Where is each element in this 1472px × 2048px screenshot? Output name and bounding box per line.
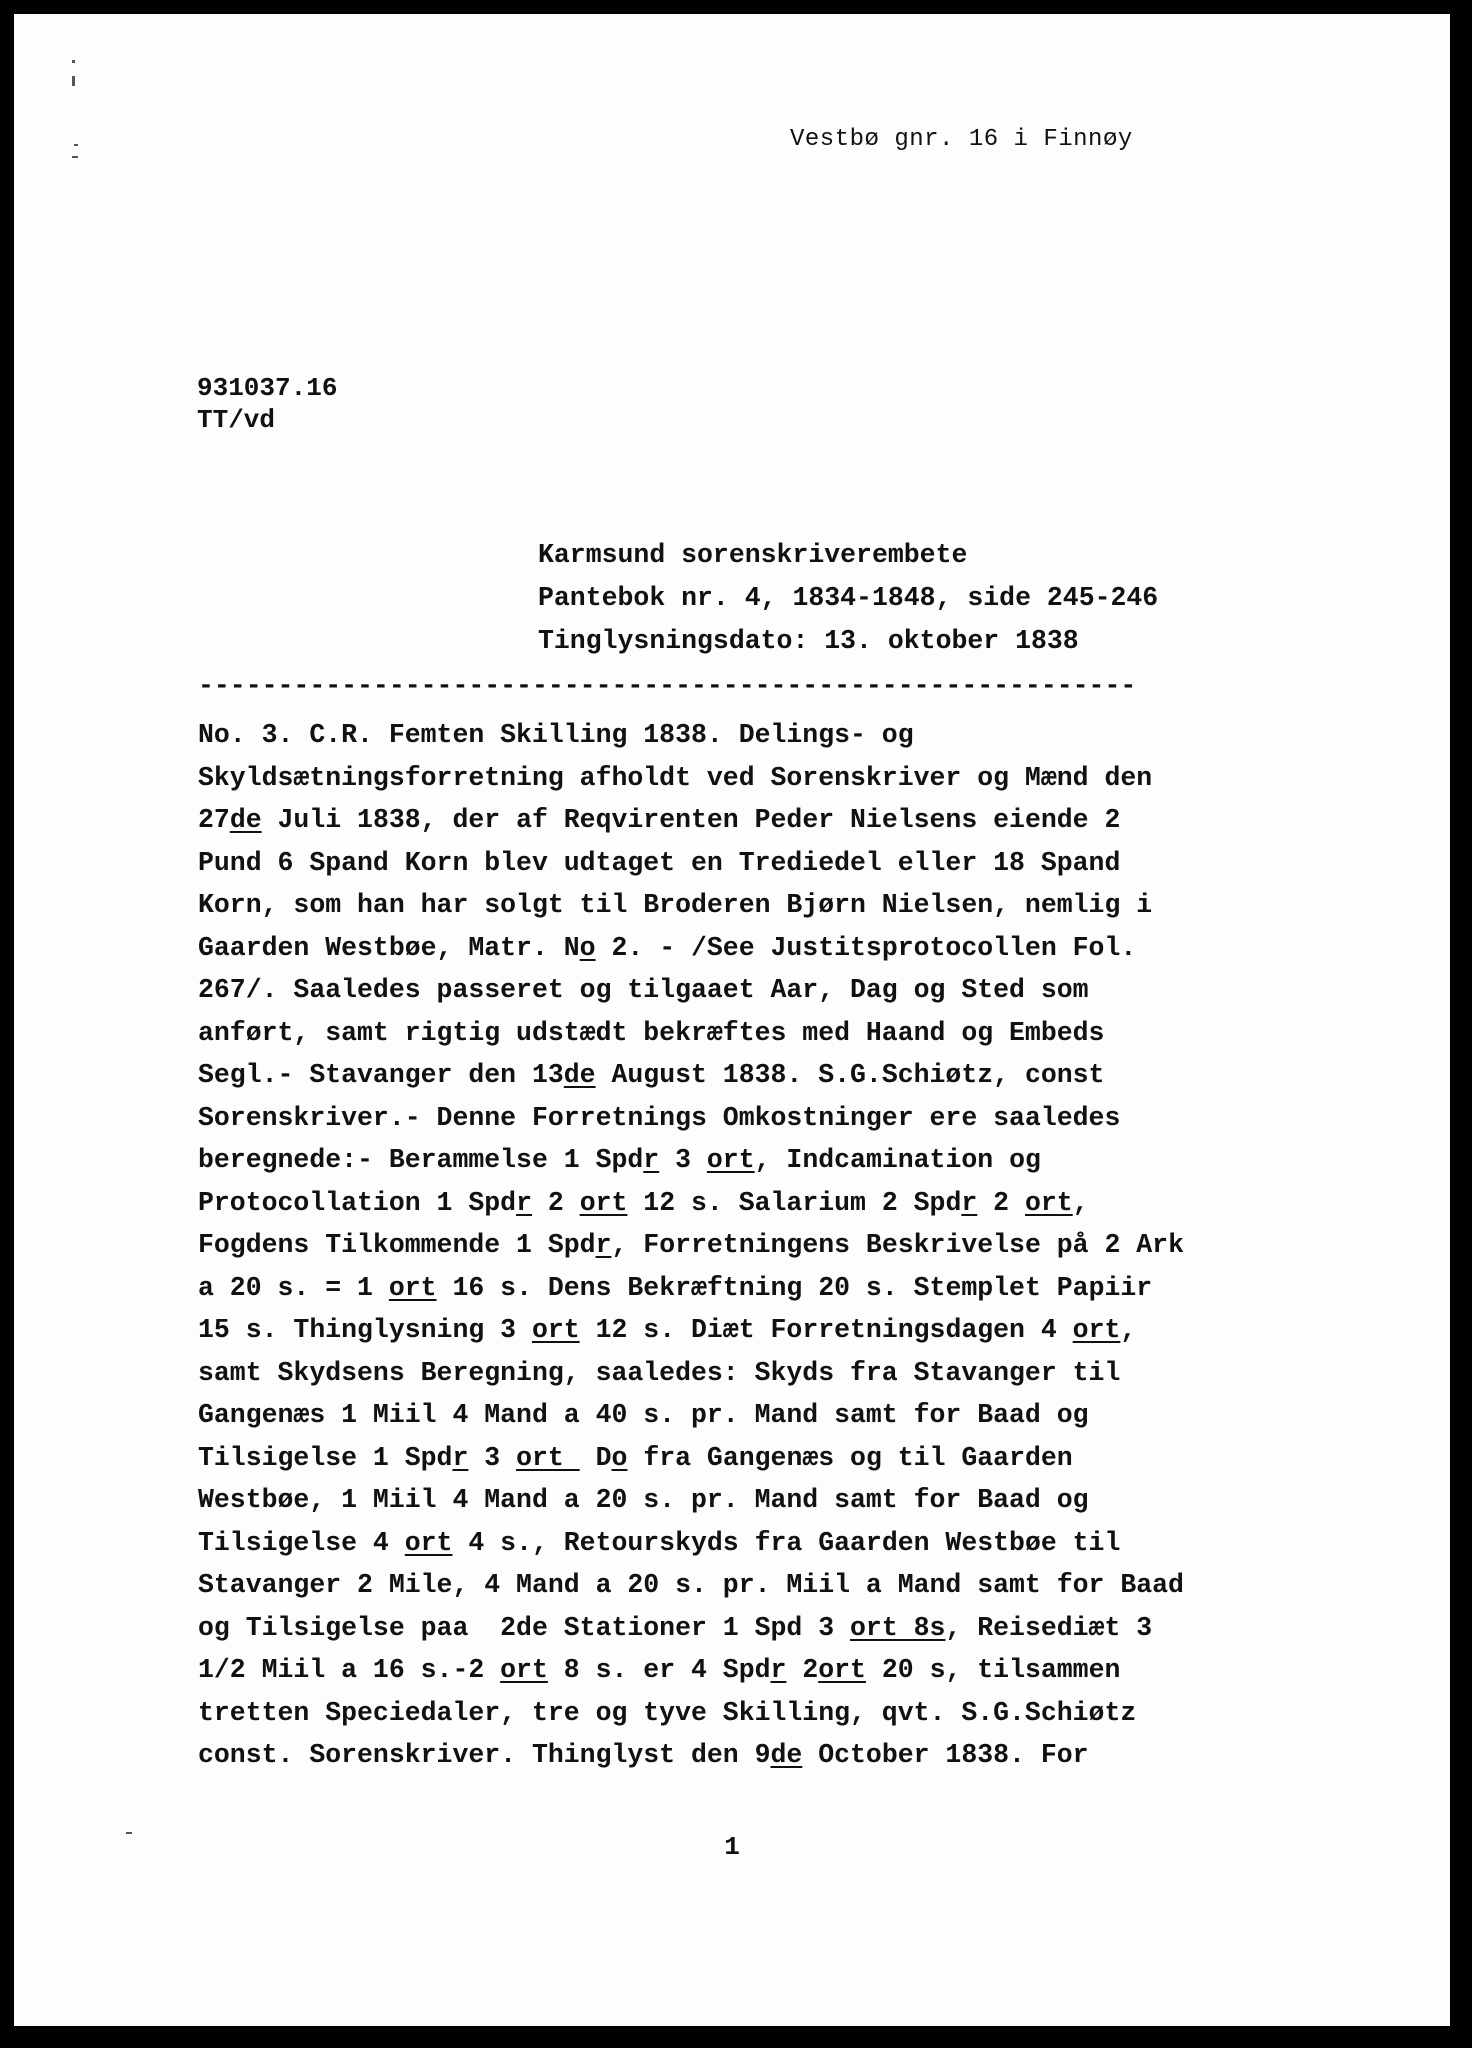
text-segment: Stavanger 2 Mile, 4 Mand a 20 s. pr. Miil a Mand samt for Baad <box>198 1570 1184 1600</box>
transcription-body <box>198 714 1278 1777</box>
source-office: Karmsund sorenskriverembete <box>538 540 968 570</box>
reference-initials: TT/vd <box>197 405 276 435</box>
text-segment: , Forretningens Beskrivelse på 2 Ark <box>611 1230 1184 1260</box>
text-segment: Tilsigelse 4 <box>198 1527 405 1558</box>
body-line <box>198 1564 1278 1607</box>
text-segment: Tilsigelse 1 Spd <box>198 1442 453 1473</box>
text-segment: 2 <box>786 1655 819 1685</box>
body-line <box>198 1012 1278 1055</box>
text-segment: samt Skydsens Beregning, saaledes: Skyds fra Stavanger til <box>198 1357 1121 1388</box>
text-segment: 3 <box>468 1442 517 1473</box>
body-line <box>198 1352 1278 1395</box>
underlined-text: ort <box>516 1442 580 1473</box>
text-segment: 2. - /See Justitsprotocollen Fol. <box>595 932 1137 963</box>
text-segment: No. 3. C.R. Femten Skilling 1838. Delings- og <box>198 720 914 750</box>
scan-mark <box>72 156 78 158</box>
underlined-text: ort <box>404 1527 453 1558</box>
text-segment: Segl.- Stavanger den 13 <box>198 1060 564 1090</box>
source-block <box>538 534 1158 663</box>
underlined-text: ort <box>500 1655 548 1685</box>
body-line <box>198 799 1278 842</box>
text-segment: 2 <box>531 1187 580 1218</box>
text-segment: Pund 6 Spand Korn blev udtaget en Trediedel eller 18 Spand <box>198 847 1121 878</box>
text-segment: 16 s. Dens Bekræftning 20 s. Stemplet Papiir <box>436 1272 1153 1303</box>
body-line <box>198 1649 1278 1692</box>
reference-number: 931037.16 <box>197 373 338 403</box>
text-segment: fra Gangenæs og til Gaarden <box>627 1442 1073 1473</box>
body-line <box>198 1097 1278 1140</box>
body-line <box>198 1224 1278 1267</box>
text-segment: a 20 s. = 1 <box>198 1272 389 1303</box>
text-segment: 4 s., Retourskyds fra Gaarden Westbøe til <box>452 1527 1121 1558</box>
text-segment: D <box>579 1442 612 1473</box>
underlined-text: ort <box>579 1187 628 1218</box>
text-segment: 3 <box>659 1145 707 1175</box>
text-segment: , Indcamination og <box>754 1145 1041 1175</box>
body-line <box>198 1054 1278 1097</box>
underlined-text: ort <box>388 1272 437 1303</box>
underlined-text: r <box>452 1442 469 1473</box>
underlined-text: ort <box>818 1655 866 1685</box>
text-segment: Gaarden Westbøe, Matr. N <box>198 932 580 963</box>
document-page <box>14 14 1450 2026</box>
body-line <box>198 884 1278 927</box>
body-line <box>198 1734 1278 1777</box>
scan-mark <box>74 144 78 146</box>
underlined-text: r <box>643 1145 660 1175</box>
underlined-text: r <box>595 1230 612 1260</box>
body-line <box>198 1267 1278 1310</box>
text-segment: Skyldsætningsforretning afholdt ved Sorenskriver og Mænd den <box>198 762 1153 793</box>
text-segment: beregnede:- Berammelse 1 Spd <box>198 1145 644 1175</box>
text-segment: 2 <box>977 1187 1025 1218</box>
underlined-text: de <box>770 1740 803 1770</box>
text-segment: 12 s. Diæt Forretningsdagen 4 <box>579 1315 1073 1345</box>
underlined-text: de <box>229 805 262 835</box>
reference-block <box>197 372 337 436</box>
underlined-text: ort <box>531 1315 580 1345</box>
underlined-text: ort 8s <box>850 1612 946 1643</box>
text-segment: anført, samt rigtig udstædt bekræftes med Haand og Embeds <box>198 1017 1105 1048</box>
text-segment: 12 s. Salarium 2 Spd <box>627 1187 962 1218</box>
source-book: Pantebok nr. 4, 1834-1848, side 245-246 <box>538 583 1159 613</box>
text-segment: Fogdens Tilkommende 1 Spd <box>198 1230 596 1260</box>
text-segment: Korn, som han har solgt til Broderen Bjørn Nielsen, nemlig i <box>198 890 1153 920</box>
body-line <box>198 969 1278 1012</box>
text-segment: 1/2 Miil a 16 s.-2 <box>198 1655 501 1685</box>
body-line <box>198 1394 1278 1437</box>
underlined-text: ort <box>1025 1187 1073 1218</box>
body-line <box>198 1607 1278 1650</box>
body-line <box>198 714 1278 757</box>
text-segment: October 1838. For <box>802 1740 1089 1770</box>
text-segment: , Reisediæt 3 <box>945 1612 1153 1643</box>
body-line <box>198 1309 1278 1352</box>
underlined-text: ort <box>706 1145 755 1175</box>
text-segment: Gangenæs 1 Miil 4 Mand a 40 s. pr. Mand samt for Baad og <box>198 1400 1089 1430</box>
text-segment: August 1838. S.G.Schiøtz, const <box>595 1060 1105 1090</box>
body-line <box>198 757 1278 800</box>
underlined-text: o <box>579 932 596 963</box>
text-segment: 8 s. er 4 Spd <box>547 1655 771 1685</box>
scan-mark <box>72 60 75 63</box>
text-segment: , <box>1072 1187 1089 1218</box>
text-segment: 20 s, tilsammen <box>865 1655 1121 1685</box>
page-number: 1 <box>724 1832 740 1862</box>
underlined-text: ort <box>1072 1315 1121 1345</box>
body-line <box>198 927 1278 970</box>
body-line <box>198 1182 1278 1225</box>
underlined-text: r <box>770 1655 787 1685</box>
body-line <box>198 1437 1278 1480</box>
text-segment: const. Sorenskriver. Thinglyst den 9 <box>198 1740 771 1770</box>
text-segment: og Tilsigelse paa 2de Stationer 1 Spd 3 <box>198 1612 851 1643</box>
document-header: Vestbø gnr. 16 i Finnøy <box>790 126 1133 153</box>
body-line <box>198 1479 1278 1522</box>
underlined-text: o <box>611 1442 628 1473</box>
text-segment: 27 <box>198 805 230 835</box>
body-line <box>198 842 1278 885</box>
body-line <box>198 1522 1278 1565</box>
text-segment: 267/. Saaledes passeret og tilgaaet Aar, Dag og Sted som <box>198 975 1089 1005</box>
text-segment: Protocollation 1 Spd <box>198 1187 517 1218</box>
body-line <box>198 1139 1278 1182</box>
text-segment: Juli 1838, der af Reqvirenten Peder Nielsens eiende 2 <box>261 805 1121 835</box>
text-segment: 15 s. Thinglysning 3 <box>198 1315 532 1345</box>
body-line <box>198 1692 1278 1735</box>
underlined-text: r <box>961 1187 978 1218</box>
text-segment: tretten Speciedaler, tre og tyve Skilling, qvt. S.G.Schiøtz <box>198 1697 1137 1728</box>
text-segment: Sorenskriver.- Denne Forretnings Omkostninger ere saaledes <box>198 1102 1121 1133</box>
scan-mark <box>72 76 75 86</box>
underlined-text: de <box>563 1060 596 1090</box>
source-date: Tinglysningsdato: 13. oktober 1838 <box>538 626 1079 656</box>
underlined-text: r <box>516 1187 532 1218</box>
separator-rule: ----------------------------------------------------------- <box>198 671 1137 701</box>
text-segment: Westbøe, 1 Miil 4 Mand a 20 s. pr. Mand samt for Baad og <box>198 1485 1089 1515</box>
text-segment: , <box>1120 1315 1137 1345</box>
